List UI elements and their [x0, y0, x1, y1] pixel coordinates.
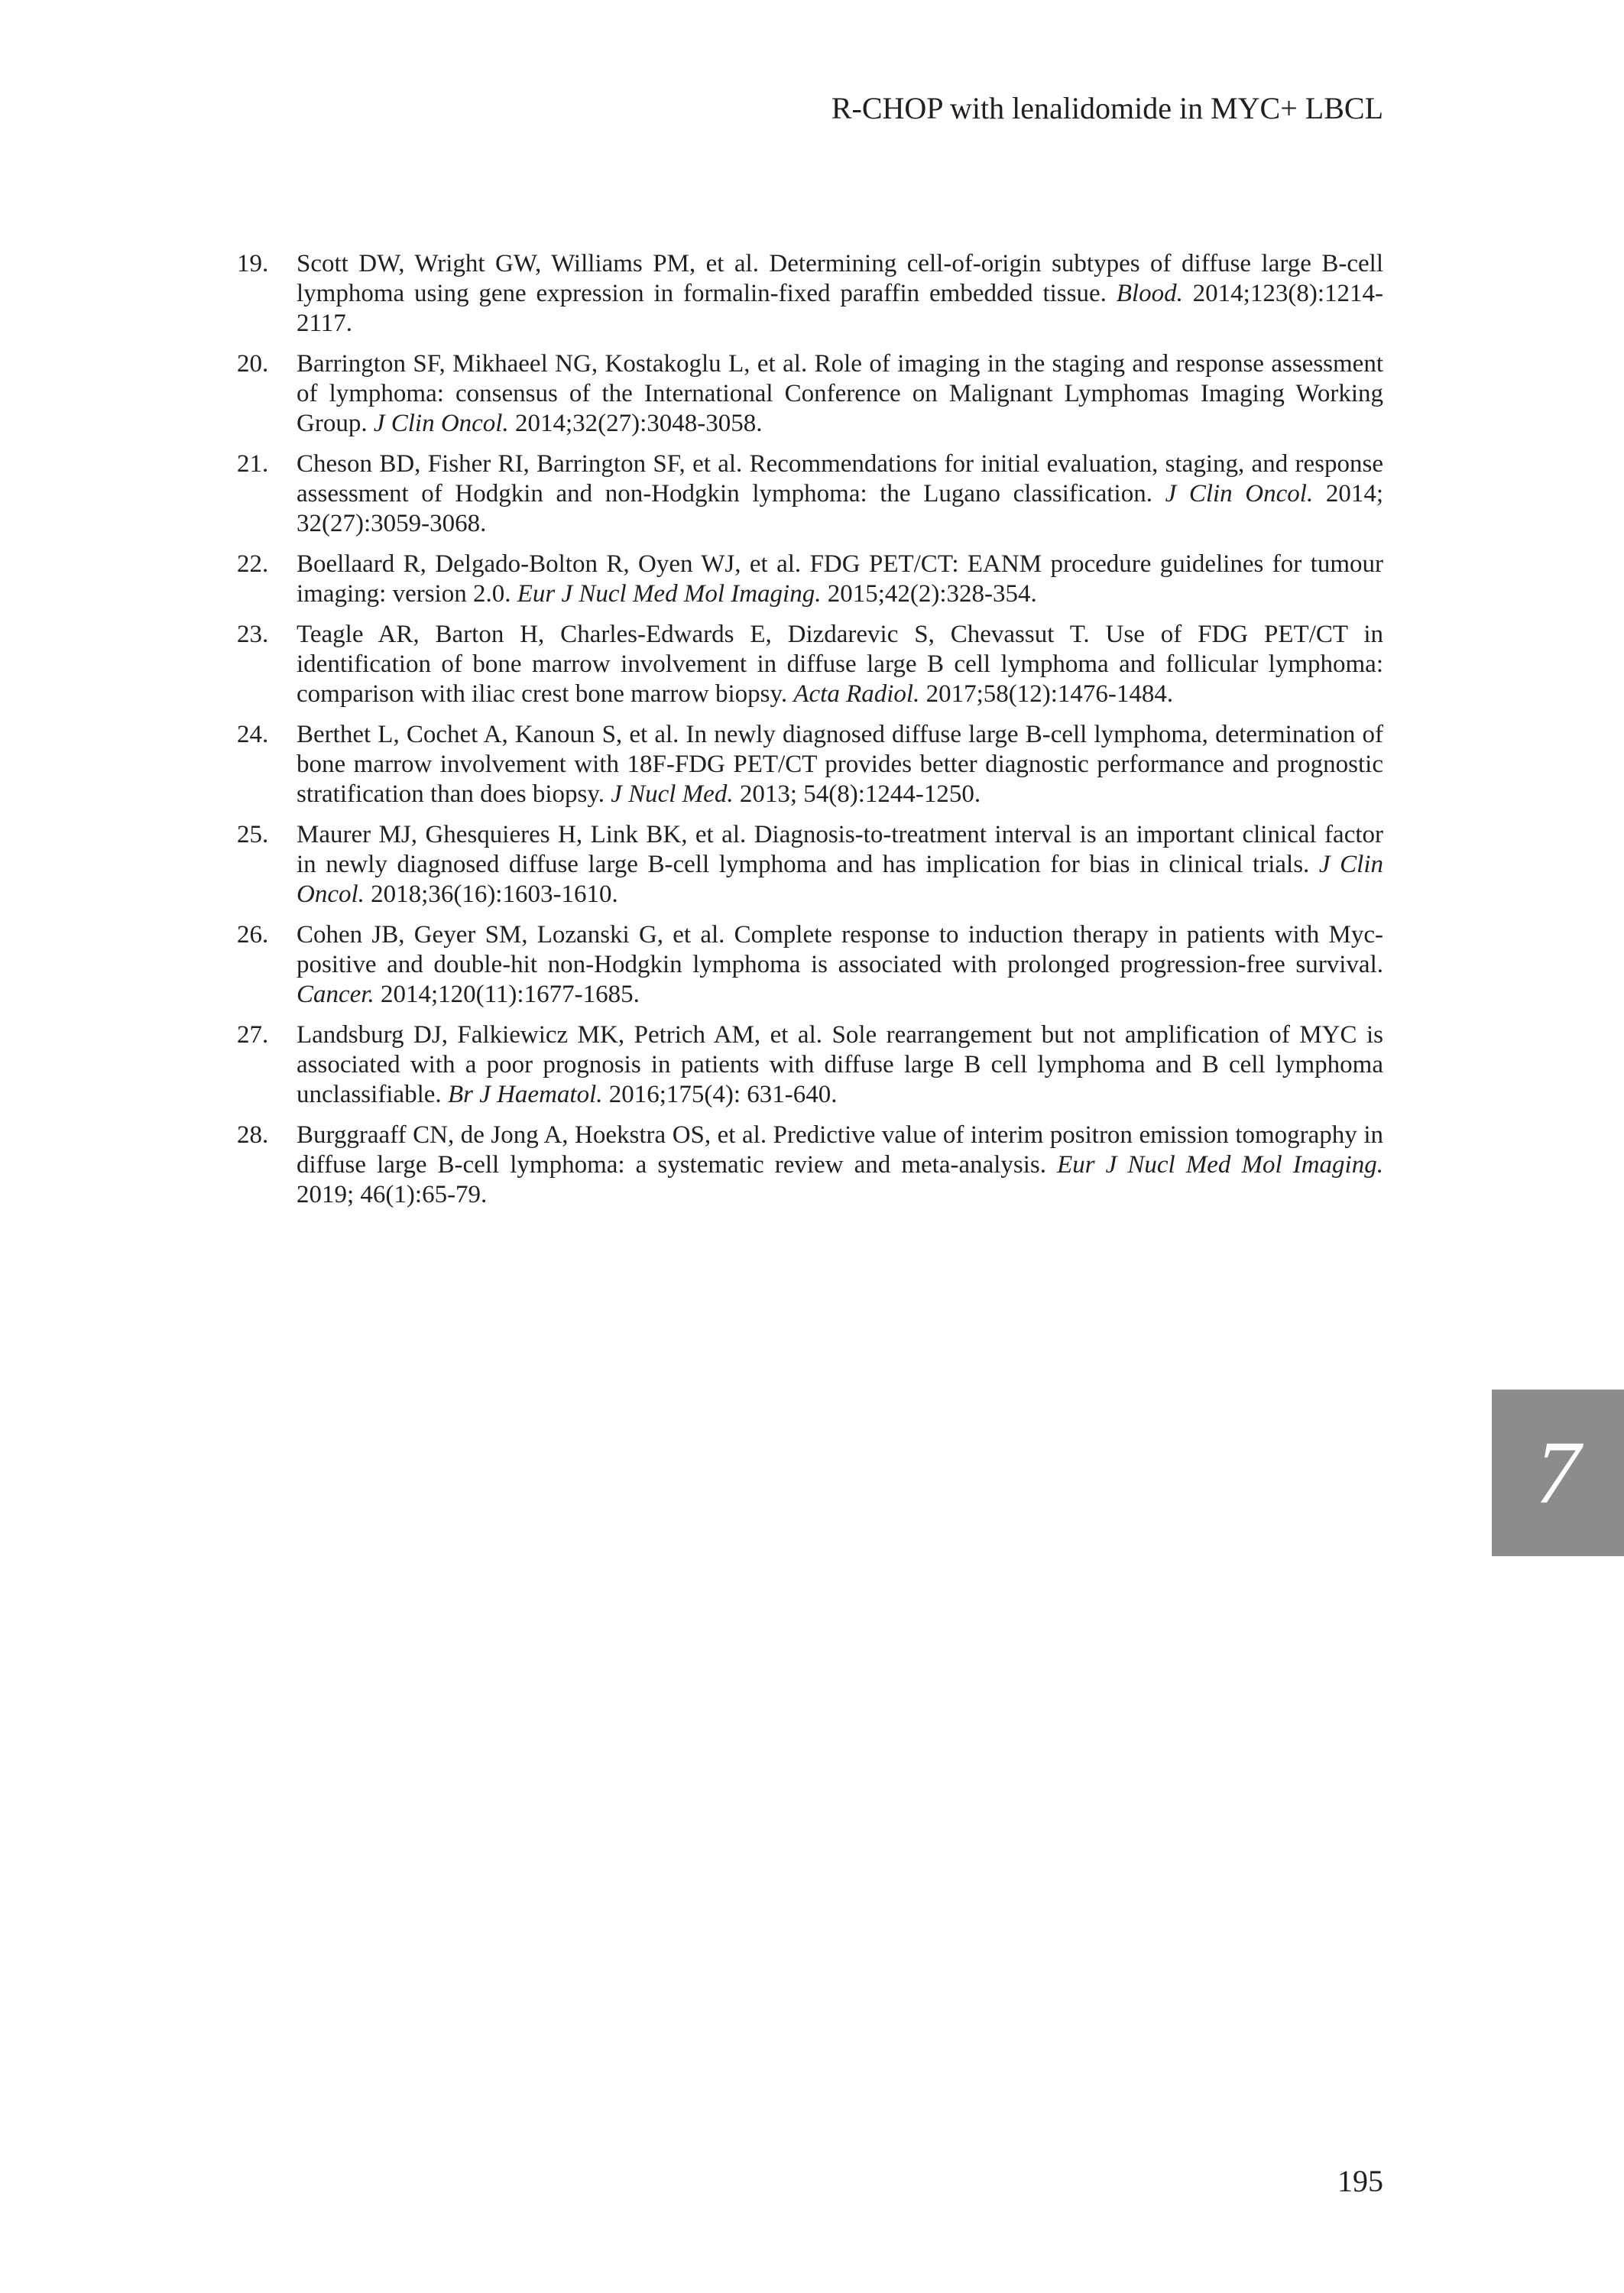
reference-journal: J Clin Oncol.: [1165, 480, 1314, 508]
reference-journal: J Nucl Med.: [611, 780, 734, 808]
reference-item: [237, 349, 1383, 439]
reference-number: 22.: [237, 550, 269, 578]
reference-journal: Blood.: [1116, 280, 1183, 307]
reference-journal: Cancer.: [297, 981, 374, 1008]
reference-text: Boellaard R, Delgado-Bolton R, Oyen WJ, et al. FDG PET/CT: EANM procedure guidelines for tumour imaging: version 2.0.: [297, 550, 1383, 608]
reference-text: Cohen JB, Geyer SM, Lozanski G, et al. Complete response to induction therapy in patients with Myc-positive and double-hit non-Hodgkin lymphoma is associated with prolonged progression-free survival.: [297, 921, 1383, 978]
reference-citation: 2014;123(8):1214-2117.: [297, 280, 1383, 337]
reference-number: 19.: [237, 250, 269, 277]
reference-item: [237, 449, 1383, 539]
reference-item: [237, 550, 1383, 609]
reference-text: Cheson BD, Fisher RI, Barrington SF, et al. Recommendations for initial evaluation, staging, and response assessment of Hodgkin and non-Hodgkin lymphoma: the Lugano classification.: [297, 450, 1383, 508]
reference-citation: 2018;36(16):1603-1610.: [364, 881, 618, 908]
reference-list: [237, 249, 1383, 1221]
reference-number: 23.: [237, 621, 269, 648]
reference-journal: J Clin Oncol.: [297, 851, 1383, 908]
reference-journal: J Clin Oncol.: [373, 410, 509, 437]
reference-number: 27.: [237, 1021, 269, 1049]
running-head: R-CHOP with lenalidomide in MYC+ LBCL: [831, 91, 1383, 125]
reference-number: 28.: [237, 1121, 269, 1149]
reference-item: [237, 720, 1383, 809]
reference-text: Scott DW, Wright GW, Williams PM, et al. Determining cell-of-origin subtypes of diffuse large B-cell lymphoma using gene expression in formalin-fixed paraffin embedded tissue.: [297, 250, 1383, 307]
reference-item: [237, 920, 1383, 1010]
reference-text: Barrington SF, Mikhaeel NG, Kostakoglu L, et al. Role of imaging in the staging and response assessment of lymphoma: consensus of the International Conference on Malignant Lymphomas Imaging Working Group.: [297, 350, 1383, 437]
chapter-tab: [1492, 1390, 1624, 1556]
reference-citation: 2015;42(2):328-354.: [821, 580, 1037, 608]
reference-item: [237, 1020, 1383, 1110]
reference-text: Burggraaff CN, de Jong A, Hoekstra OS, et al. Predictive value of interim positron emission tomography in diffuse large B-cell lymphoma: a systematic review and meta-analysis.: [297, 1121, 1383, 1179]
reference-item: [237, 820, 1383, 910]
chapter-number: 7: [1535, 1422, 1580, 1523]
reference-citation: 2013; 54(8):1244-1250.: [733, 780, 981, 808]
reference-citation: 2016;175(4): 631-640.: [602, 1081, 838, 1108]
reference-number: 24.: [237, 721, 269, 748]
reference-citation: 2014;120(11):1677-1685.: [374, 981, 640, 1008]
reference-journal: Eur J Nucl Med Mol Imaging.: [1057, 1151, 1383, 1179]
reference-text: Teagle AR, Barton H, Charles-Edwards E, Dizdarevic S, Chevassut T. Use of FDG PET/CT in identification of bone marrow involvement in diffuse large B cell lymphoma and follicular lymphoma: comparison with iliac crest bone marrow biopsy.: [297, 621, 1383, 708]
reference-journal: Eur J Nucl Med Mol Imaging.: [517, 580, 822, 608]
reference-citation: 2019; 46(1):65-79.: [297, 1181, 488, 1208]
reference-item: [237, 620, 1383, 709]
reference-citation: 2017;58(12):1476-1484.: [919, 680, 1174, 708]
page-number: 195: [1337, 2164, 1383, 2198]
reference-text: Maurer MJ, Ghesquieres H, Link BK, et al. Diagnosis-to-treatment interval is an important clinical factor in newly diagnosed diffuse large B-cell lymphoma and has implication for bias in clinical trials.: [297, 821, 1383, 878]
reference-number: 26.: [237, 921, 269, 949]
reference-text: Berthet L, Cochet A, Kanoun S, et al. In newly diagnosed diffuse large B-cell lymphoma, determination of bone marrow involvement with 18F-FDG PET/CT provides better diagnostic performance and prognostic stratification than does biopsy.: [297, 721, 1383, 808]
reference-item: [237, 1121, 1383, 1210]
reference-text: Landsburg DJ, Falkiewicz MK, Petrich AM, et al. Sole rearrangement but not amplification of MYC is associated with a poor prognosis in patients with diffuse large B cell lymphoma and B cell lymphoma unclassifiable.: [297, 1021, 1383, 1108]
reference-journal: Br J Haematol.: [447, 1081, 603, 1108]
reference-number: 20.: [237, 350, 269, 378]
reference-citation: 2014;32(27):3048-3058.: [508, 410, 763, 437]
reference-number: 21.: [237, 450, 269, 478]
reference-number: 25.: [237, 821, 269, 848]
reference-item: [237, 249, 1383, 339]
reference-journal: Acta Radiol.: [793, 680, 920, 708]
reference-citation: 2014; 32(27):3059-3068.: [297, 480, 1383, 537]
